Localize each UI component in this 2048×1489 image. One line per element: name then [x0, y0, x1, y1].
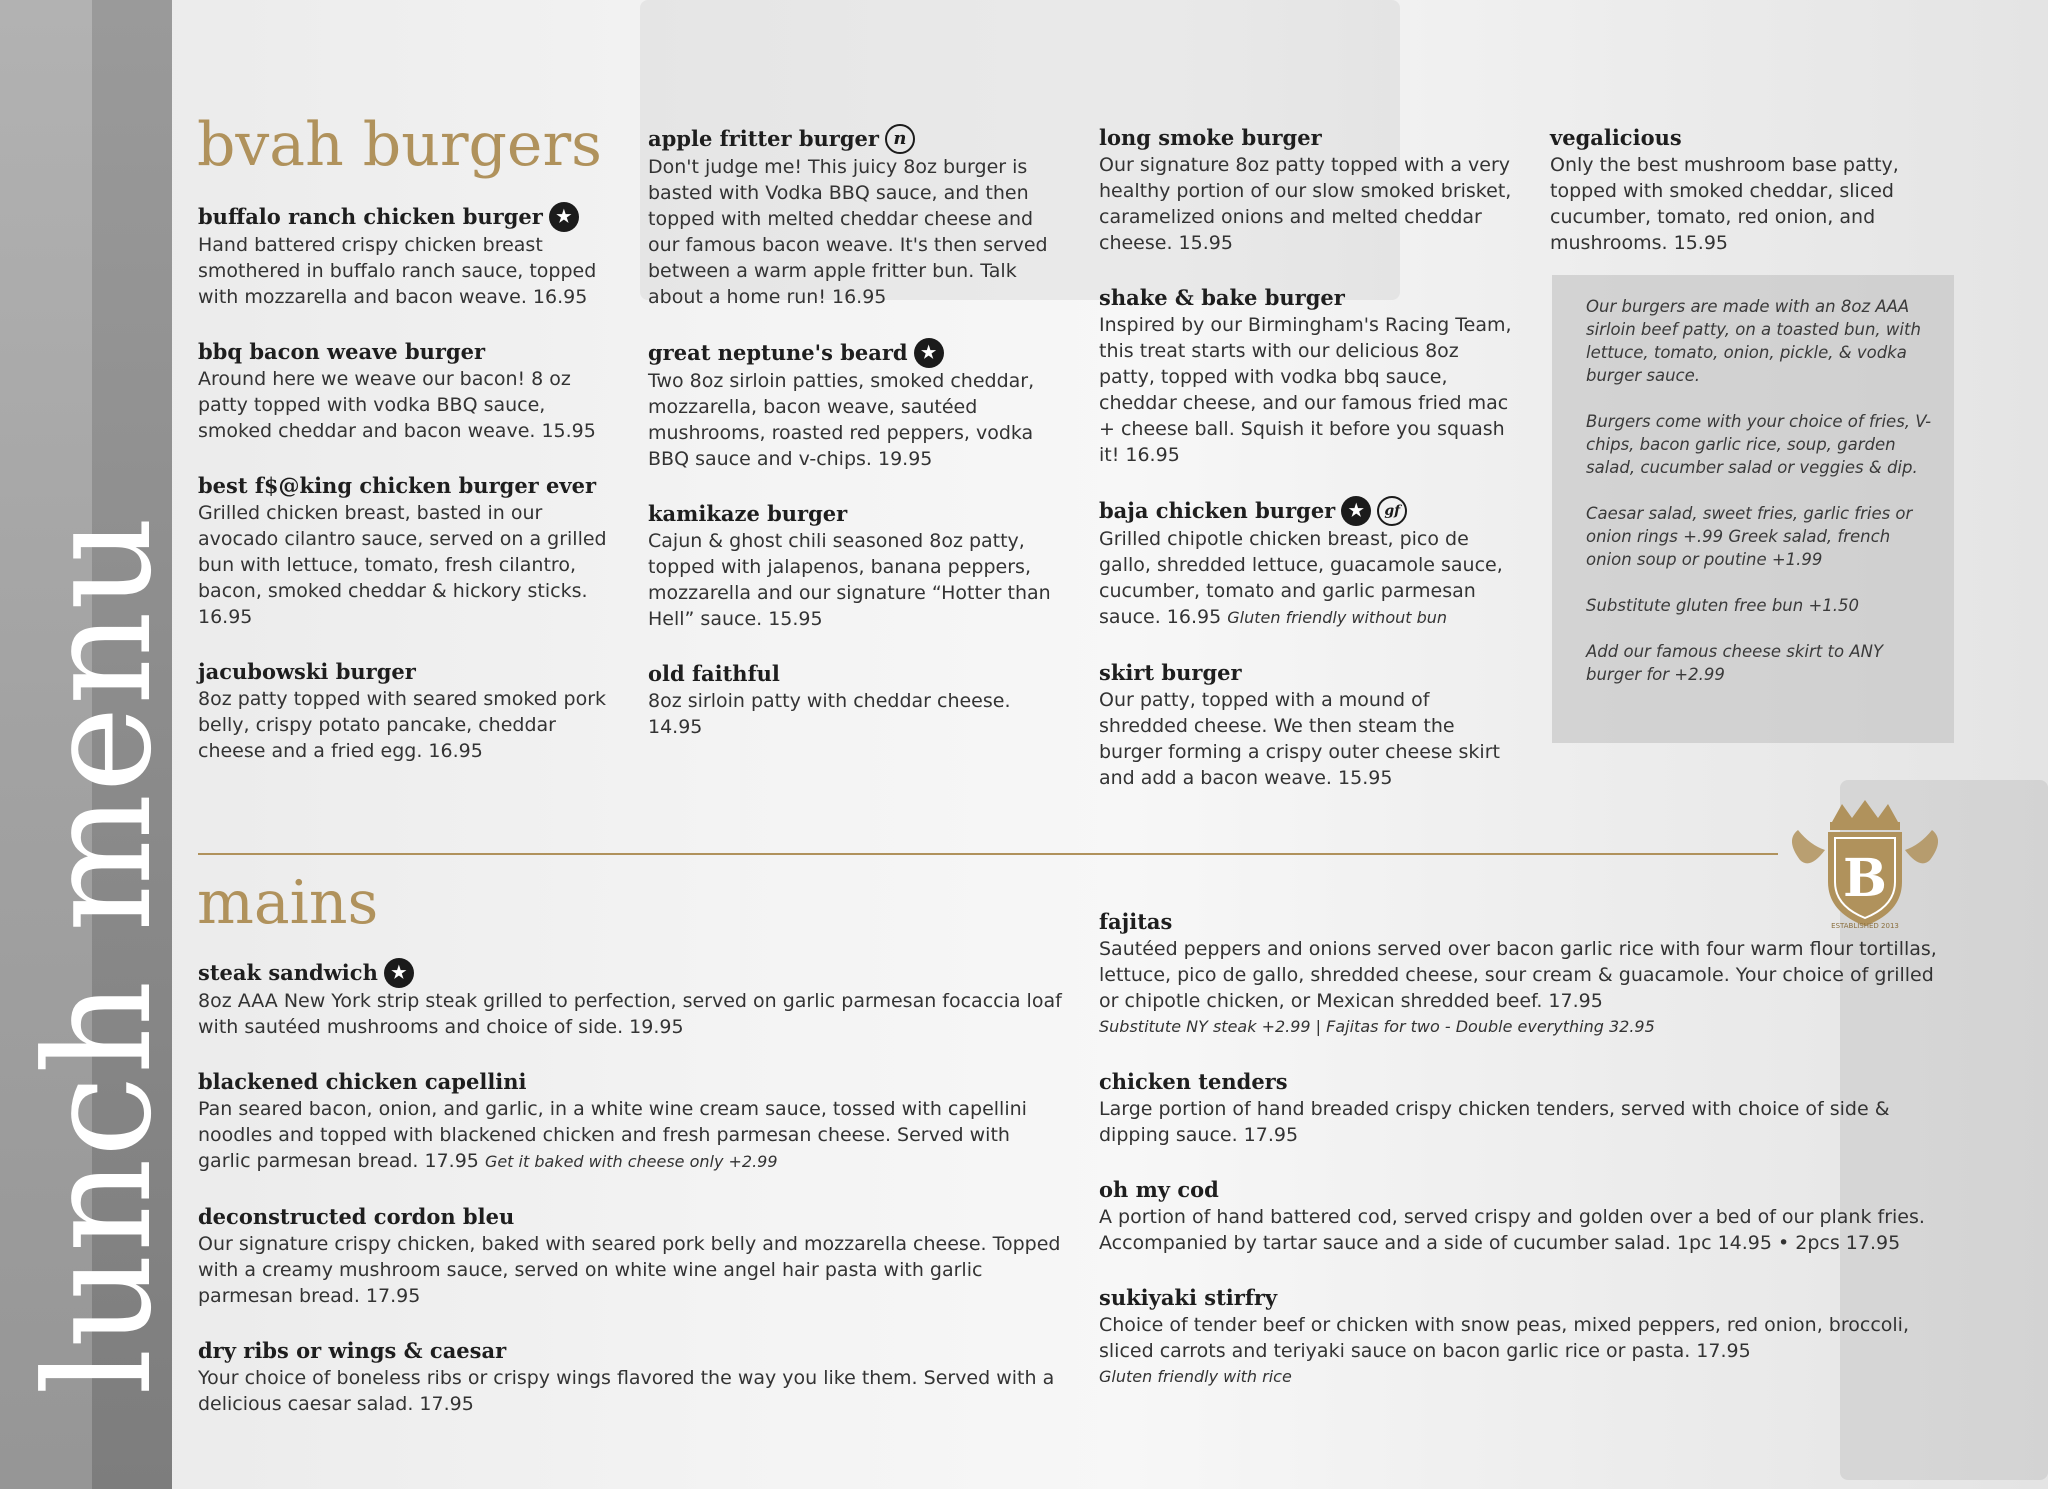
- menu-item: [648, 500, 1068, 632]
- menu-item: [648, 124, 1068, 310]
- item-description: Two 8oz sirloin patties, smoked cheddar, mozzarella, bacon weave, sautéed mushrooms, roasted red peppers, vodka BBQ sauce and v-chips. 19.95: [648, 370, 1035, 470]
- info-text: Add our famous cheese skirt to ANY burger for +2.99: [1586, 642, 1884, 684]
- menu-item: [1099, 908, 1939, 1040]
- item-name: kamikaze burger: [648, 501, 848, 526]
- item-name: bbq bacon weave burger: [198, 339, 486, 364]
- item-name: sukiyaki stirfry: [1099, 1285, 1278, 1310]
- item-note: Gluten friendly without bun: [1227, 608, 1448, 627]
- item-description: 8oz sirloin patty with cheddar cheese. 14.95: [648, 690, 1011, 738]
- item-name: deconstructed cordon bleu: [198, 1204, 515, 1229]
- menu-item: [1099, 1284, 1939, 1390]
- item-description: Our signature crispy chicken, baked with seared pork belly and mozzarella cheese. Topped with a creamy mushroom sauce, served on white wine angel hair pasta with garlic parmesan bread. 17.95: [198, 1233, 1061, 1307]
- menu-item: [198, 1337, 1068, 1417]
- item-note: Get it baked with cheese only +2.99: [484, 1152, 778, 1171]
- burgers-column-4: [1550, 124, 1930, 284]
- menu-item: [198, 658, 618, 764]
- menu-item: [648, 660, 1068, 740]
- star-icon: ★: [549, 202, 579, 232]
- item-description: A portion of hand battered cod, served crispy and golden over a bed of our plank fries. Accompanied by tartar sauce and a side of cucumber salad. 1pc 14.95 • 2pcs 17.95: [1099, 1206, 1925, 1254]
- menu-item: [198, 338, 618, 444]
- burgers-column-2: [648, 124, 1068, 768]
- item-description: Your choice of boneless ribs or crispy wings flavored the way you like them. Served with a delicious caesar salad. 17.95: [198, 1367, 1055, 1415]
- item-description: Pan seared bacon, onion, and garlic, in a white wine cream sauce, tossed with capellini noodles and topped with blackened chicken and fresh parmesan cheese. Served with garlic parmesan bread. 17.95: [198, 1098, 1027, 1172]
- menu-item: [1099, 659, 1519, 791]
- logo-letter: B: [1843, 848, 1887, 909]
- item-description: Grilled chicken breast, basted in our avocado cilantro sauce, served on a grilled bun with lettuce, tomato, fresh cilantro, bacon, smoked cheddar & hickory sticks. 16.95: [198, 502, 607, 628]
- item-name: blackened chicken capellini: [198, 1069, 527, 1094]
- menu-item: [198, 1068, 1068, 1175]
- item-description: 8oz AAA New York strip steak grilled to perfection, served on garlic parmesan focaccia loaf with sautéed mushrooms and choice of side. 19.95: [198, 990, 1062, 1038]
- page-title-vertical: lunch menu: [14, 515, 184, 1395]
- item-description: 8oz patty topped with seared smoked pork belly, crispy potato pancake, cheddar cheese and a fried egg. 16.95: [198, 688, 607, 762]
- item-name: long smoke burger: [1099, 125, 1322, 150]
- menu-item: [198, 1203, 1068, 1309]
- info-text: Our burgers are made with an 8oz AAA sirloin beef patty, on a toasted bun, with lettuce, tomato, onion, pickle, & vodka burger sauce.: [1586, 297, 1921, 385]
- item-description: Our patty, topped with a mound of shredded cheese. We then steam the burger forming a crispy outer cheese skirt and add a bacon weave. 15.95: [1099, 689, 1500, 789]
- item-name: steak sandwich: [198, 960, 378, 985]
- burgers-column-3: [1099, 124, 1519, 819]
- burgers-column-1: [198, 202, 618, 792]
- menu-item: [1099, 284, 1519, 468]
- info-text: Caesar salad, sweet fries, garlic fries or onion rings +.99 Greek salad, french onion soup or poutine +1.99: [1586, 504, 1913, 569]
- item-description: Cajun & ghost chili seasoned 8oz patty, topped with jalapenos, banana peppers, mozzarella and our signature “Hotter than Hell” sauce. 15.95: [648, 530, 1051, 630]
- item-name: chicken tenders: [1099, 1069, 1288, 1094]
- menu-item: [1099, 496, 1519, 631]
- item-description: Sautéed peppers and onions served over bacon garlic rice with four warm flour tortillas, lettuce, pico de gallo, shredded cheese, sour cream & guacamole. Your choice of grilled or chipotle chicken, or Mexican shredded beef. 17.95: [1099, 938, 1937, 1012]
- item-name: vegalicious: [1550, 125, 1682, 150]
- info-text: Substitute gluten free bun +1.50: [1586, 596, 1860, 615]
- nut-icon: n: [885, 124, 915, 154]
- item-name: jacubowski burger: [198, 659, 416, 684]
- star-icon: ★: [384, 958, 414, 988]
- menu-item: [1099, 1068, 1939, 1148]
- item-name: oh my cod: [1099, 1177, 1219, 1202]
- item-note: Substitute NY steak +2.99 | Fajitas for two - Double everything 32.95: [1099, 1017, 1655, 1036]
- item-description: Inspired by our Birmingham's Racing Team, this treat starts with our delicious 8oz patty, topped with vodka bbq sauce, cheddar cheese, and our famous fried mac + cheese ball. Squish it before you squash it! 16.95: [1099, 314, 1512, 466]
- mains-column-right: [1099, 908, 1939, 1418]
- item-description: Our signature 8oz patty topped with a very healthy portion of our slow smoked brisket, caramelized onions and melted cheddar cheese. 15.95: [1099, 154, 1512, 254]
- info-text: Burgers come with your choice of fries, V-chips, bacon garlic rice, soup, garden salad, cucumber salad or veggies & dip.: [1586, 412, 1932, 477]
- item-description: Large portion of hand breaded crispy chicken tenders, served with choice of side & dipping sauce. 17.95: [1099, 1098, 1890, 1146]
- item-description: Only the best mushroom base patty, topped with smoked cheddar, sliced cucumber, tomato, red onion, and mushrooms. 15.95: [1550, 154, 1899, 254]
- item-name: shake & bake burger: [1099, 285, 1345, 310]
- menu-item: [648, 338, 1068, 472]
- gluten-free-icon: gf: [1377, 496, 1407, 526]
- item-name: skirt burger: [1099, 660, 1242, 685]
- star-icon: ★: [914, 338, 944, 368]
- mains-title: mains: [197, 868, 379, 938]
- item-name: fajitas: [1099, 909, 1173, 934]
- item-name: best f$@king chicken burger ever: [198, 473, 597, 498]
- burger-info-box: [1552, 275, 1954, 743]
- menu-item: [198, 202, 618, 310]
- item-description: Grilled chipotle chicken breast, pico de gallo, shredded lettuce, guacamole sauce, cucumber, tomato and garlic parmesan sauce. 16.95: [1099, 528, 1503, 628]
- section-divider: [198, 853, 1778, 855]
- menu-item: [1099, 124, 1519, 256]
- item-name: baja chicken burger: [1099, 498, 1336, 523]
- menu-item: [198, 472, 618, 630]
- menu-item: [1550, 124, 1930, 256]
- item-name: apple fritter burger: [648, 126, 879, 151]
- item-description: Around here we weave our bacon! 8 oz patty topped with vodka BBQ sauce, smoked cheddar and bacon weave. 15.95: [198, 368, 596, 442]
- item-name: old faithful: [648, 661, 780, 686]
- item-description: Don't judge me! This juicy 8oz burger is basted with Vodka BBQ sauce, and then topped with melted cheddar cheese and our famous bacon weave. It's then served between a warm apple fritter bun. Talk about a home run! 16.95: [648, 156, 1048, 308]
- item-name: great neptune's beard: [648, 340, 908, 365]
- item-description: Hand battered crispy chicken breast smothered in buffalo ranch sauce, topped with mozzarella and bacon weave. 16.95: [198, 234, 597, 308]
- item-name: dry ribs or wings & caesar: [198, 1338, 507, 1363]
- mains-column-left: [198, 958, 1068, 1445]
- item-name: buffalo ranch chicken burger: [198, 204, 543, 229]
- menu-item: [198, 958, 1068, 1040]
- menu-item: [1099, 1176, 1939, 1256]
- star-icon: ★: [1341, 496, 1371, 526]
- logo-established: ESTABLISHED 2013: [1831, 922, 1899, 930]
- item-note: Gluten friendly with rice: [1099, 1367, 1292, 1386]
- burgers-title: bvah burgers: [197, 110, 602, 180]
- item-description: Choice of tender beef or chicken with snow peas, mixed peppers, red onion, broccoli, sliced carrots and teriyaki sauce on bacon garlic rice or pasta. 17.95: [1099, 1314, 1909, 1362]
